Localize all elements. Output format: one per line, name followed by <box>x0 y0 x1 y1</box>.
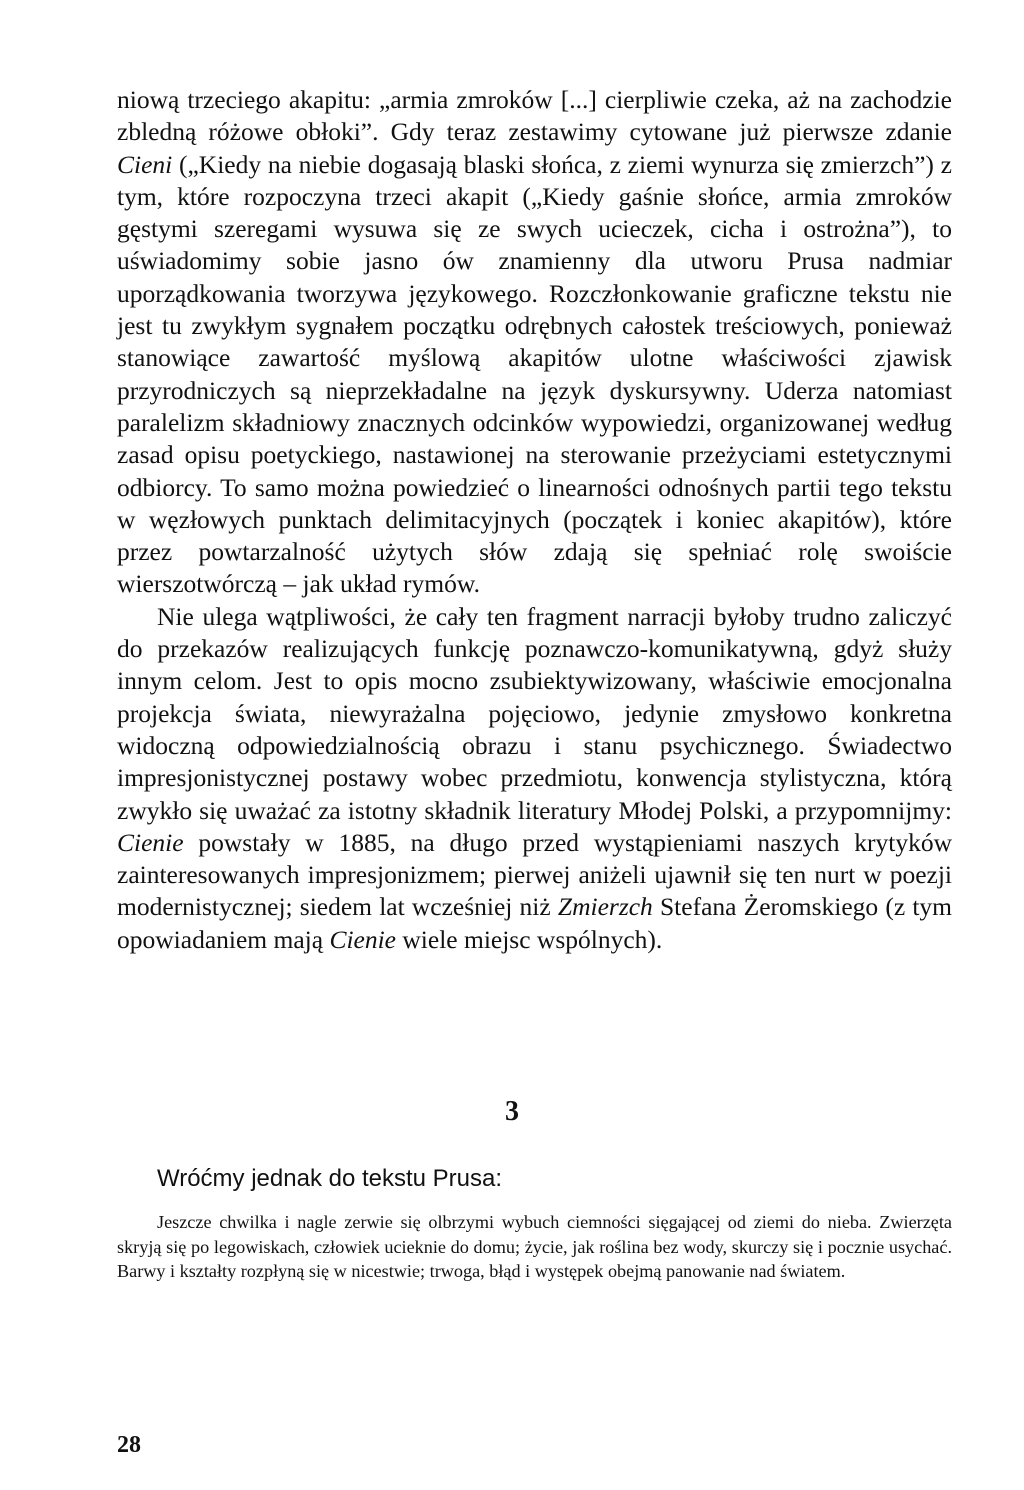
lead-in-sentence: Wróćmy jednak do tekstu Prusa: <box>157 1165 503 1192</box>
italic-title: Cienie <box>117 827 184 857</box>
text-run: powstały w 1885, na długo przed wystąpieniami naszych krytyków zainteresowanych impresjonizmem; pierwej aniżeli ujawnił się ten nurt w poezji modernistycznej; siedem lat wcześniej niż <box>117 827 952 922</box>
italic-title: Zmierzch <box>557 892 653 922</box>
paragraph-1 <box>117 84 952 601</box>
section-number: 3 <box>505 1096 519 1127</box>
italic-title: Cienie <box>329 924 397 954</box>
page-number: 28 <box>117 1432 141 1458</box>
text-run: („Kiedy na niebie dogasają blaski słońca, z ziemi wynurza się zmierzch”) z tym, które rozpoczyna trzeci akapit („Kiedy gaśnie słońce, armia zmroków gęstymi szeregami wysuwa się ze swych ucieczek, cicha i ostrożna”), to uświadomimy sobie jasno ów znamienny dla utworu Prusa nadmiar uporządkowania tworzywa językowego. Rozczłonkowanie graficzne tekstu nie jest tu zwykłym sygnałem początku odrębnych całostek treściowych, ponieważ stanowiące zawartość myślową akapitów ulotne właściwości zjawisk przyrodniczych są nieprzekładalne na język dyskursywny. Uderza natomiast paralelizm składniowy znacznych odcinków wypowiedzi, organizowanej według zasad opisu poetyckiego, nastawionej na sterowanie przeżyciami estetycznymi odbiorcy. To samo można powiedzieć o linearności odnośnych partii tego tekstu w węzłowych punktach delimitacyjnych (początek i koniec akapitów), które przez powtarzalność użytych słów zdają się spełniać rolę swoiście wierszotwórczą – jak układ rymów. <box>117 149 952 599</box>
paragraph-2 <box>117 601 952 956</box>
text-run: niową trzeciego akapitu: „armia zmroków [...] cierpliwie czeka, aż na zachodzie zbledną różowe obłoki”. Gdy teraz zestawimy cytowane już pierwsze zdanie <box>117 85 952 147</box>
main-text <box>117 84 952 956</box>
block-quote: Jeszcze chwilka i nagle zerwie się olbrzymi wybuch ciemności sięgającej od ziemi do nieba. Zwierzęta skryją się po legowiskach, człowiek ucieknie do domu; życie, jak roślina bez wody, skurczy się i pocznie usychać. Barwy i kształty rozpłyną się w nicestwie; trwoga, błąd i występek obejmą panowanie nad światem. <box>117 1212 952 1282</box>
italic-title: Cieni <box>117 149 173 179</box>
text-run: Stefana Żeromskiego (z tym opowiadaniem mają <box>117 892 952 954</box>
text-run: Nie ulega wątpliwości, że cały ten fragment narracji byłoby trudno zaliczyć do przekazów realizujących funkcję poznawczo-komunikatywną, gdyż służy innym celom. Jest to opis mocno zsubiektywizowany, właściwie emocjonalna projekcja świata, niewyrażalna pojęciowo, jedynie zmysłowo konkretna widoczną odpowiedzialnością obrazu i stanu psychicznego. Świadectwo impresjonistycznej postawy wobec przedmiotu, konwencja stylistyczna, którą zwykło się uważać za istotny składnik literatury Młodej Polski, a przypomnijmy: <box>117 601 952 825</box>
text-run: wiele miejsc wspólnych). <box>396 924 663 954</box>
